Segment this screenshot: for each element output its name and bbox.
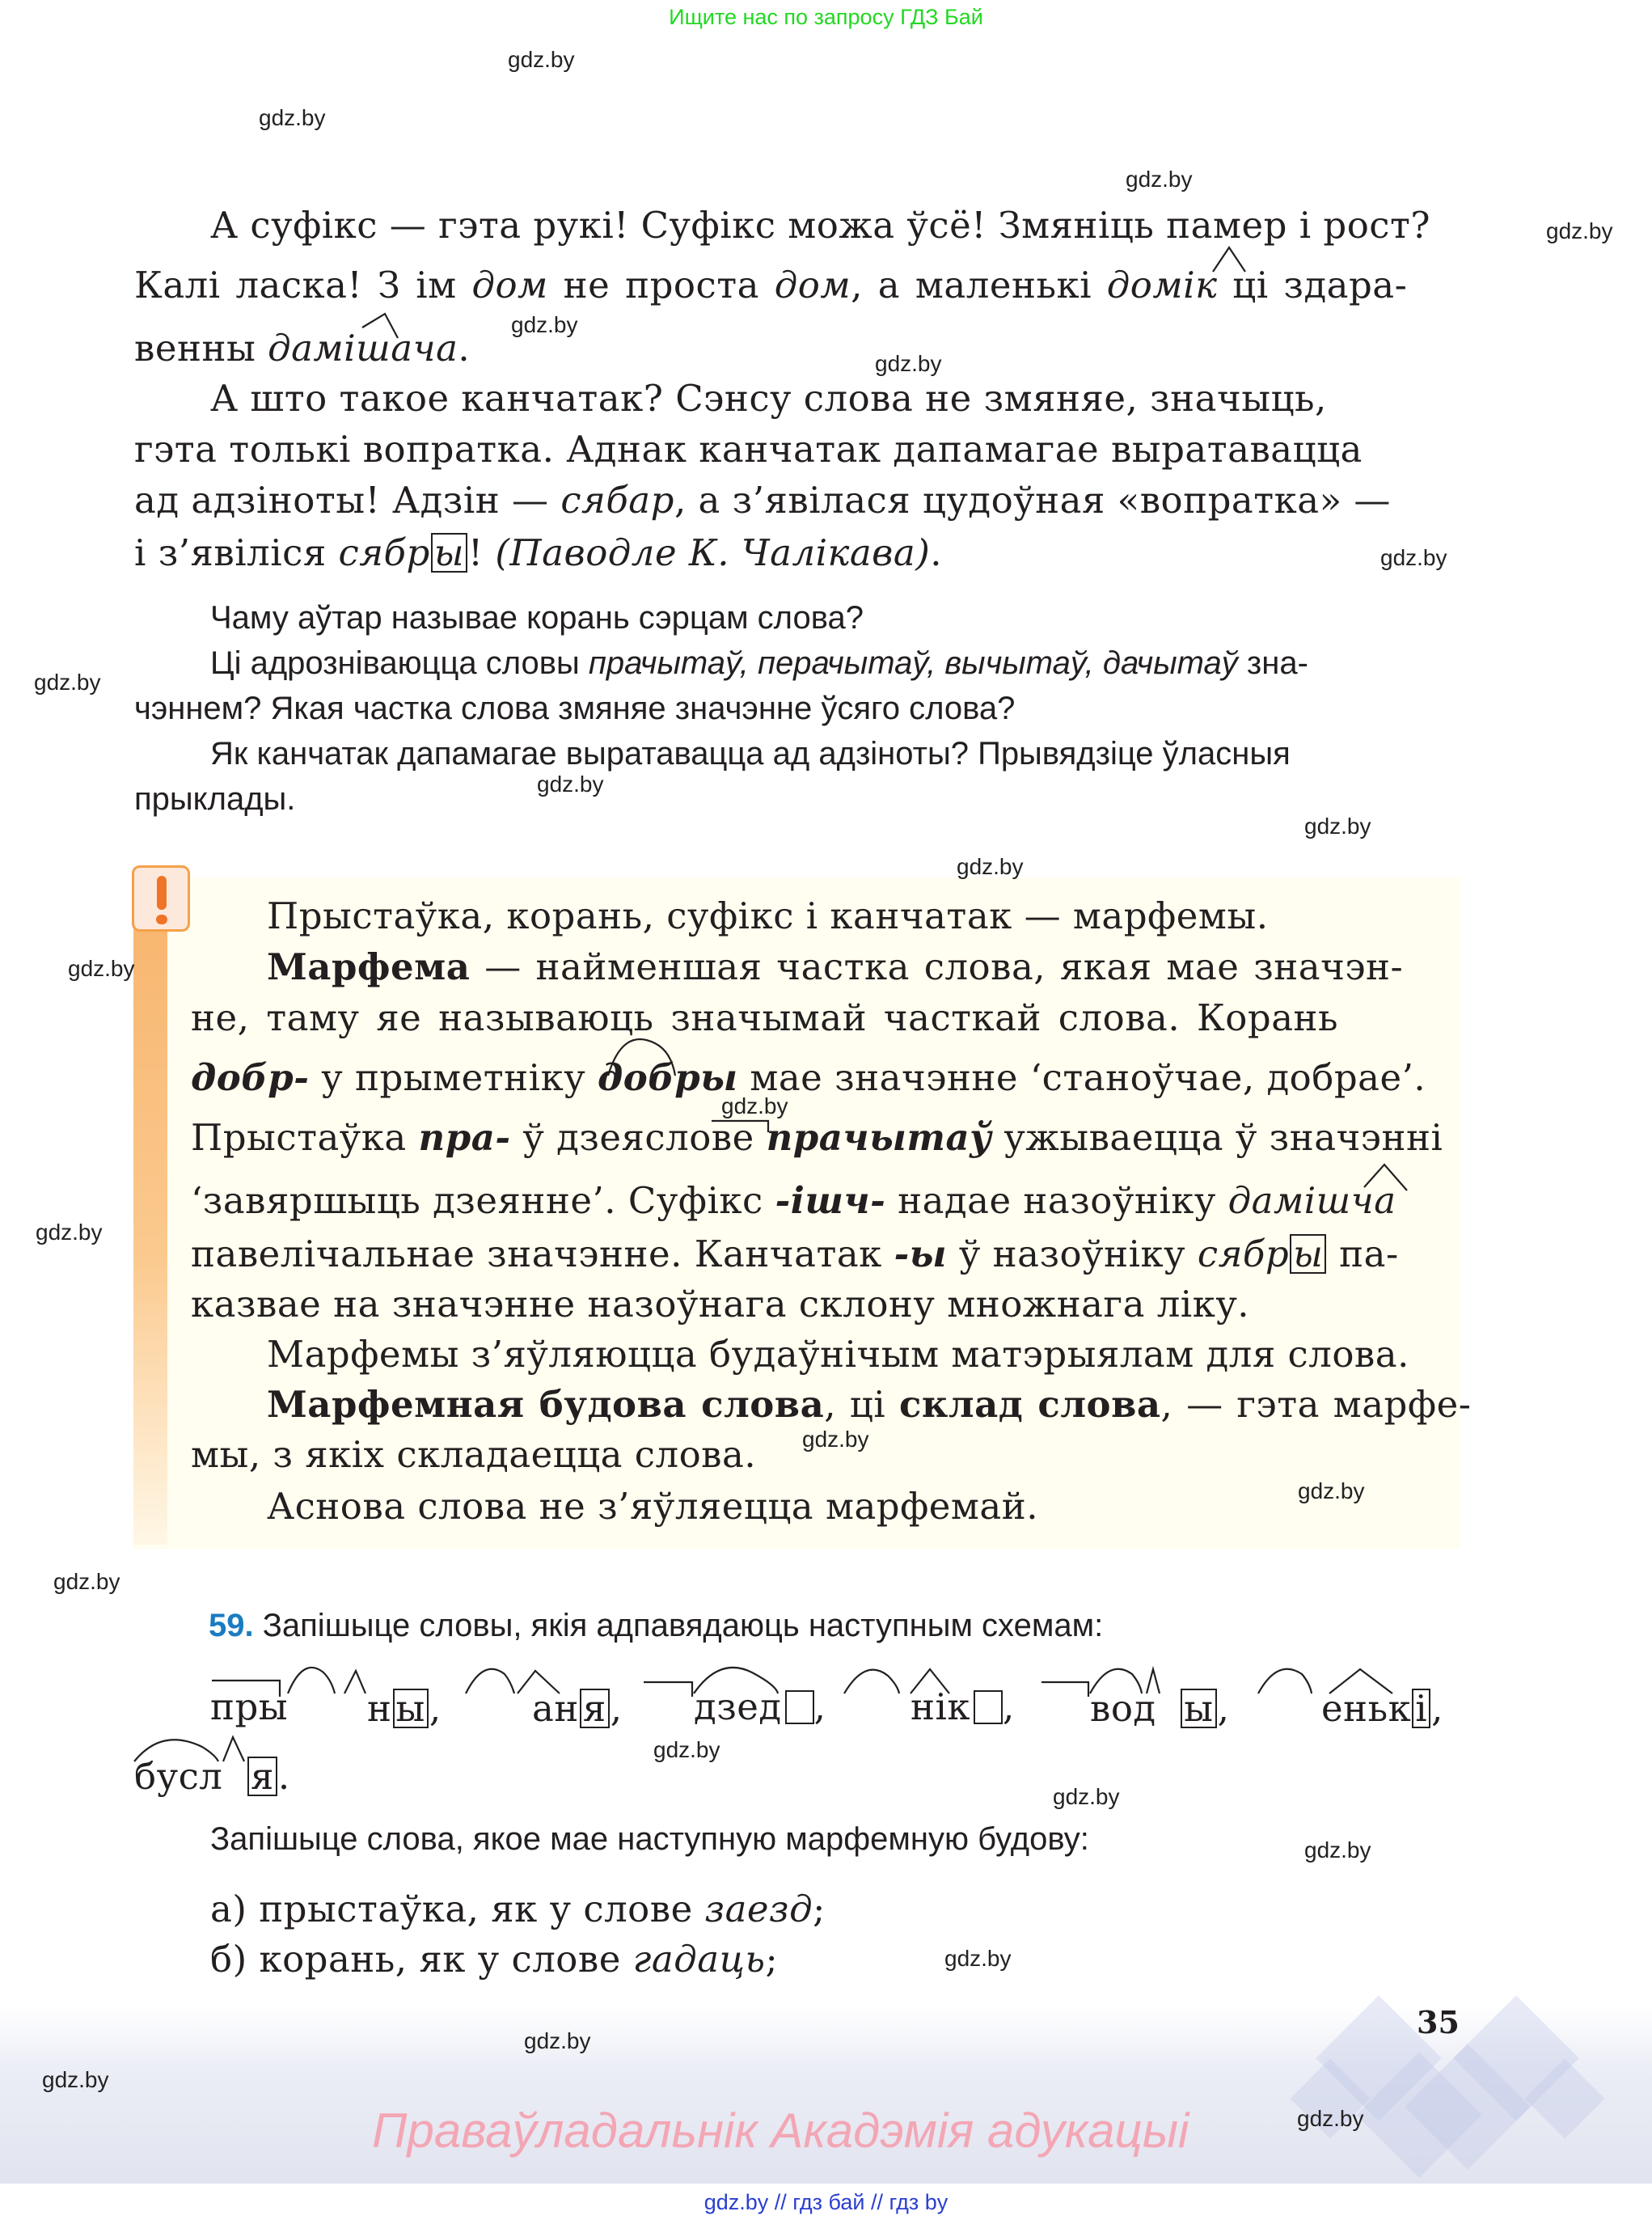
rule-line: не, таму яе называюць значымай часткай слова. Корань [191, 996, 1339, 1039]
scheme-buslya: бусл я . [134, 1755, 290, 1798]
exercise-instruction: 59. Запішыце словы, якія адпавядаюць наступным схемам: [209, 1608, 1104, 1643]
watermark: gdz.by [944, 1946, 1012, 1971]
example-word: дом [471, 264, 548, 307]
source-citation: (Паводле К. Чалікава) [495, 531, 931, 574]
example-word: дом [774, 264, 851, 307]
ending-box: ы [1181, 1689, 1216, 1728]
rule-line: мы, з якіх складаецца слова. [191, 1433, 757, 1476]
rule-line: добр- у прыметніку добры мае значэнне ‘станоўчае, добрае’. [191, 1056, 1426, 1099]
example-word: домік [1106, 264, 1218, 307]
rule-line: павелічальнае значэнне. Канчатак -ы ў назоўніку сябр ы па- [191, 1233, 1399, 1275]
ending-box: я [247, 1757, 277, 1796]
question-1: Чаму аўтар называе корань сэрцам слова? [210, 600, 864, 636]
watermark: gdz.by [1297, 2106, 1364, 2131]
top-banner[interactable]: Ищите нас по запросу ГДЗ Бай [669, 5, 983, 29]
question-3-cont: прыклады. [134, 781, 296, 817]
ending-box: ы [393, 1689, 429, 1728]
page-number: 35 [1417, 2004, 1460, 2040]
scheme-pry: пры [210, 1685, 289, 1728]
rule-line: Прыстаўка, корань, суфікс і канчатак — марфемы. [267, 894, 1269, 937]
story-line: венны дамішача. [134, 327, 471, 370]
task-item-b: б) корань, як у слове гадаць; [210, 1938, 779, 1981]
story-line: і з’явіліся сябр ы ! (Паводле К. Чалікава). [134, 531, 943, 574]
copyright-notice: Праваўладальнік Акадэмія адукацыі [372, 2103, 1189, 2158]
example-word: дамішача [268, 327, 458, 370]
watermark: gdz.by [653, 1737, 720, 1762]
sub-instruction: Запішыце слова, якое мае наступную марфемную будову: [210, 1821, 1089, 1857]
watermark: gdz.by [36, 1220, 103, 1245]
watermark: gdz.by [511, 312, 578, 337]
exercise-number: 59. [209, 1608, 254, 1643]
watermark: gdz.by [802, 1427, 869, 1452]
watermark: gdz.by [68, 956, 135, 981]
rule-accent-bar [133, 898, 167, 1545]
ending-box: і [1412, 1689, 1430, 1728]
watermark: gdz.by [1304, 814, 1371, 839]
watermark: gdz.by [957, 854, 1024, 879]
watermark: gdz.by [1126, 167, 1193, 192]
task-item-a: а) прыстаўка, як у слове заезд; [210, 1888, 826, 1930]
rule-line: Аснова слова не з’яўляецца марфемай. [267, 1485, 1039, 1528]
watermark: gdz.by [1298, 1478, 1365, 1503]
exclamation-icon [132, 865, 190, 932]
watermark: gdz.by [34, 670, 101, 695]
rule-line: Прыстаўка пра- ў дзеяслове прачытаў ужываецца ў значэнні [191, 1116, 1443, 1159]
term: Марфема [267, 945, 471, 988]
watermark: gdz.by [42, 2067, 109, 2092]
rule-line: казвае на значэнне назоўнага склону множнага ліку. [191, 1283, 1250, 1326]
rule-line: ‘завяршыць дзеянне’. Суфікс -ішч- надае назоўніку дамішча [191, 1179, 1396, 1222]
story-line: Калі ласка! З ім дом не проста дом, а маленькі домік ці здара- [134, 264, 1408, 307]
scheme-ny: н ы , [367, 1687, 442, 1730]
watermark: gdz.by [1546, 218, 1613, 243]
question-3: Як канчатак дапамагае выратавацца ад адзіноты? Прывядзіце ўласныя [210, 736, 1291, 772]
watermark: gdz.by [508, 47, 575, 72]
rule-line: Марфемы з’яўляюцца будаўнічым матэрыялам для слова. [267, 1333, 1409, 1376]
watermark: gdz.by [1053, 1784, 1120, 1809]
story-line: А суфікс — гэта рукі! Суфікс можа ўсё! Змяніць памер і рост? [210, 204, 1431, 247]
watermark: gdz.by [1380, 545, 1447, 570]
question-2-cont: чэннем? Якая частка слова змяняе значэнне ўсяго слова? [134, 691, 1016, 726]
empty-ending-box [974, 1690, 1003, 1724]
rule-line: Марфема — найменшая частка слова, якая мае значэн- [267, 945, 1404, 988]
watermark: gdz.by [53, 1569, 120, 1594]
watermark: gdz.by [875, 351, 942, 376]
ending-box: ы [1290, 1234, 1326, 1274]
scheme-enki: еньк і , [1321, 1687, 1443, 1730]
watermark: gdz.by [259, 105, 326, 130]
watermark: gdz.by [1304, 1837, 1371, 1862]
story-line: гэта толькі вопратка. Аднак канчатак дапамагае выратавацца [134, 428, 1363, 471]
watermark: gdz.by [524, 2028, 591, 2053]
story-line: ад адзіноты! Адзін — сябар, а з’явілася цудоўная «вопратка» — [134, 479, 1391, 522]
ending-box: ы [431, 533, 467, 573]
empty-ending-box [785, 1690, 814, 1724]
watermark: gdz.by [721, 1093, 788, 1118]
ending-box: я [580, 1689, 610, 1728]
bottom-links[interactable]: gdz.by // гдз бай // гдз by [703, 2190, 949, 2214]
scheme-dzed: дзед , [694, 1685, 826, 1728]
scheme-nik: нік , [911, 1685, 1015, 1728]
question-2: Ці адрозніваюцца словы прачытаў, перачытаў, вычытаў, дачытаў зна- [210, 645, 1308, 681]
scheme-anya: ан я , [532, 1687, 623, 1730]
story-line: А што такое канчатак? Сэнсу слова не змяняе, значыць, [210, 377, 1327, 420]
watermark: gdz.by [537, 772, 604, 797]
scheme-vody: вод ы , [1090, 1687, 1230, 1730]
rule-line: Марфемная будова слова, ці склад слова, — гэта марфе- [267, 1383, 1472, 1426]
